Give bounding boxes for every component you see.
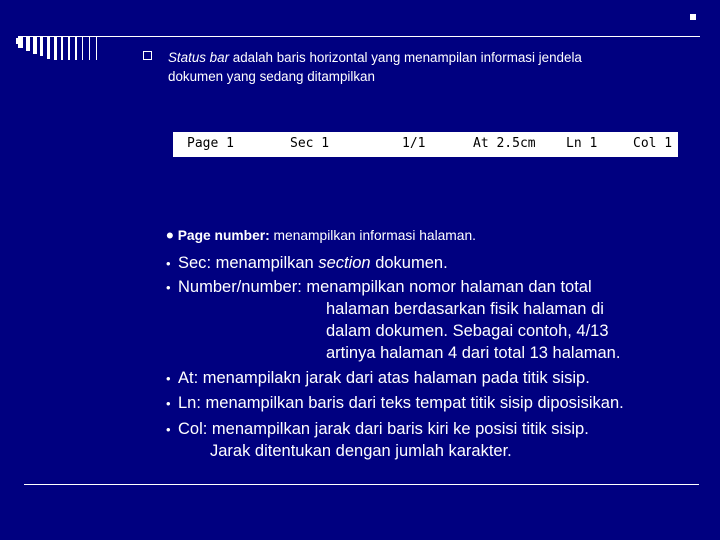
bullet-icon: • [166,256,171,271]
bullet-icon: • [166,223,174,248]
intro-line2: dokumen yang sedang ditampilkan [168,69,375,84]
bullet-icon: • [166,396,171,411]
list-item-number: • Number/number: menampilkan nomor halaman dan total [166,276,592,299]
list-item-number-line4: artinya halaman 4 dari total 13 halaman. [326,344,621,362]
list-item-page-number: • Page number: menampilkan informasi halaman. [166,223,476,248]
corner-square-top-right [690,14,696,20]
intro-paragraph [143,48,683,86]
bullet-icon: • [166,280,171,295]
intro-line1: adalah baris horizontal yang menampilan informasi jendela [229,50,582,65]
list-item-col: • Col: menampilkan jarak dari baris kiri ke posisi titik sisip. [166,418,589,441]
corner-square-left [16,38,22,44]
intro-term: Status bar [168,50,230,65]
list-item-ln: • Ln: menampilkan baris dari teks tempat titik sisip diposisikan. [166,392,624,415]
status-ln: Ln 1 [566,136,598,151]
status-fraction: 1/1 [402,136,426,151]
status-page: Page 1 [187,136,234,151]
bullet-icon: • [166,422,171,437]
list-item-sec: • Sec: menampilkan section dokumen. [166,252,448,275]
list-item-number-line3: dalam dokumen. Sebagai contoh, 4/13 [326,322,609,340]
status-sec: Sec 1 [290,136,330,151]
status-bar-image [173,132,678,157]
list-item-number-line2: halaman berdasarkan fisik halaman di [326,300,604,318]
bullet-icon: • [166,371,171,386]
status-at: At 2.5cm [473,136,536,151]
bottom-divider [24,484,699,485]
list-item-at: • At: menampilakn jarak dari atas halaman pada titik sisip. [166,367,590,390]
status-col: Col 1 [633,136,673,151]
square-bullet-icon [143,51,152,60]
list-item-col-line2: Jarak ditentukan dengan jumlah karakter. [210,442,512,460]
